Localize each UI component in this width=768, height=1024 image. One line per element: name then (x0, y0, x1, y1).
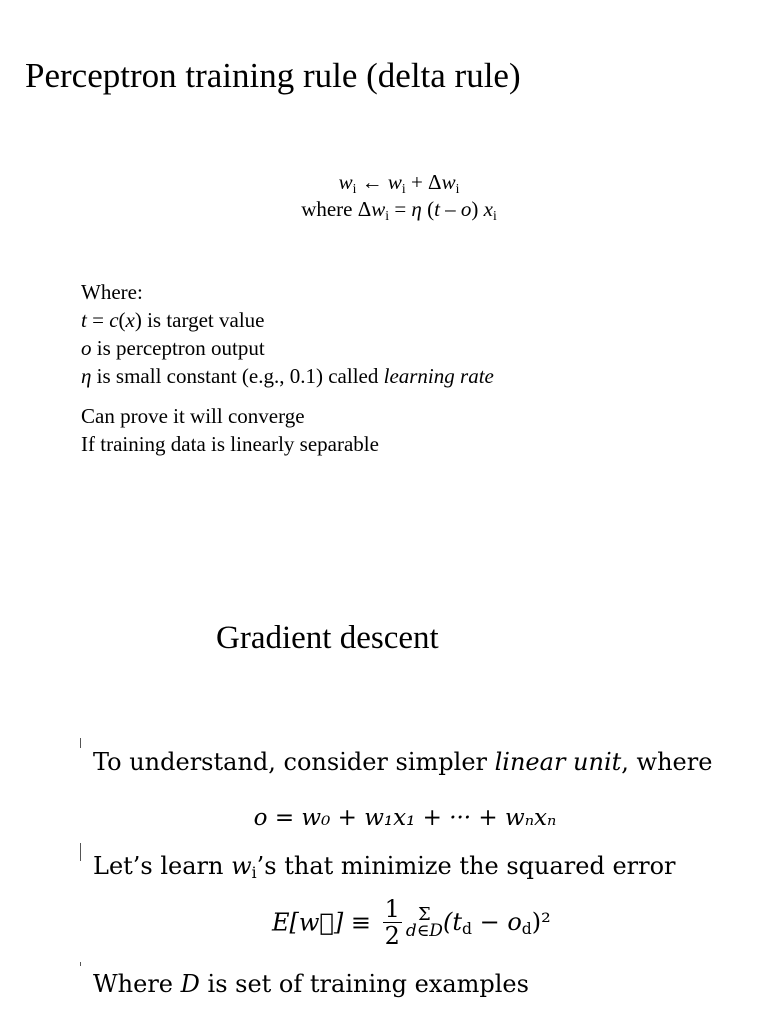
one-half-fraction: $\frac{1}{2}$ (384, 895, 400, 950)
where-label: Where: (81, 280, 143, 304)
linear-unit-equation: o = w₀ + w₁x₁ + ··· + wₙxₙ (253, 805, 557, 831)
definitions-block (81, 278, 494, 390)
convergence-line: Can prove it will converge (81, 404, 305, 428)
slide1-title: Perceptron training rule (delta rule) (25, 56, 521, 95)
delta-formula: where $\Delta w_i = \eta$ (t – o) $x_i$ (301, 197, 497, 223)
output-definition: o is perceptron output (81, 336, 265, 360)
summation: Σ d∈D (405, 903, 443, 941)
bullet-training-set: Where D is set of training examples (93, 970, 529, 998)
bullet-linear-unit: To understand, consider simpler linear unit, where (93, 748, 713, 776)
separable-line: If training data is linearly separable (81, 432, 379, 456)
learning-rate-definition: η is small constant (e.g., 0.1) called learning rate (81, 364, 494, 388)
squared-error-equation: E[w⃗] ≡ $\frac{1}{2}$ Σ d∈D $(t_d - o_d)^2$ (272, 895, 551, 950)
bullet-mark (80, 843, 81, 861)
convergence-note (81, 402, 379, 458)
bullet-mark (80, 738, 81, 748)
bullet-mark (80, 962, 81, 966)
target-definition: t = c(x) is target value (81, 308, 265, 332)
update-formula: $w_i$ ← $w_i + \Delta w_i$ (338, 170, 460, 196)
slide2-title: Gradient descent (216, 620, 439, 656)
bullet-minimize-error: Let’s learn $w_i’s$ that minimize the squared error (93, 852, 676, 882)
